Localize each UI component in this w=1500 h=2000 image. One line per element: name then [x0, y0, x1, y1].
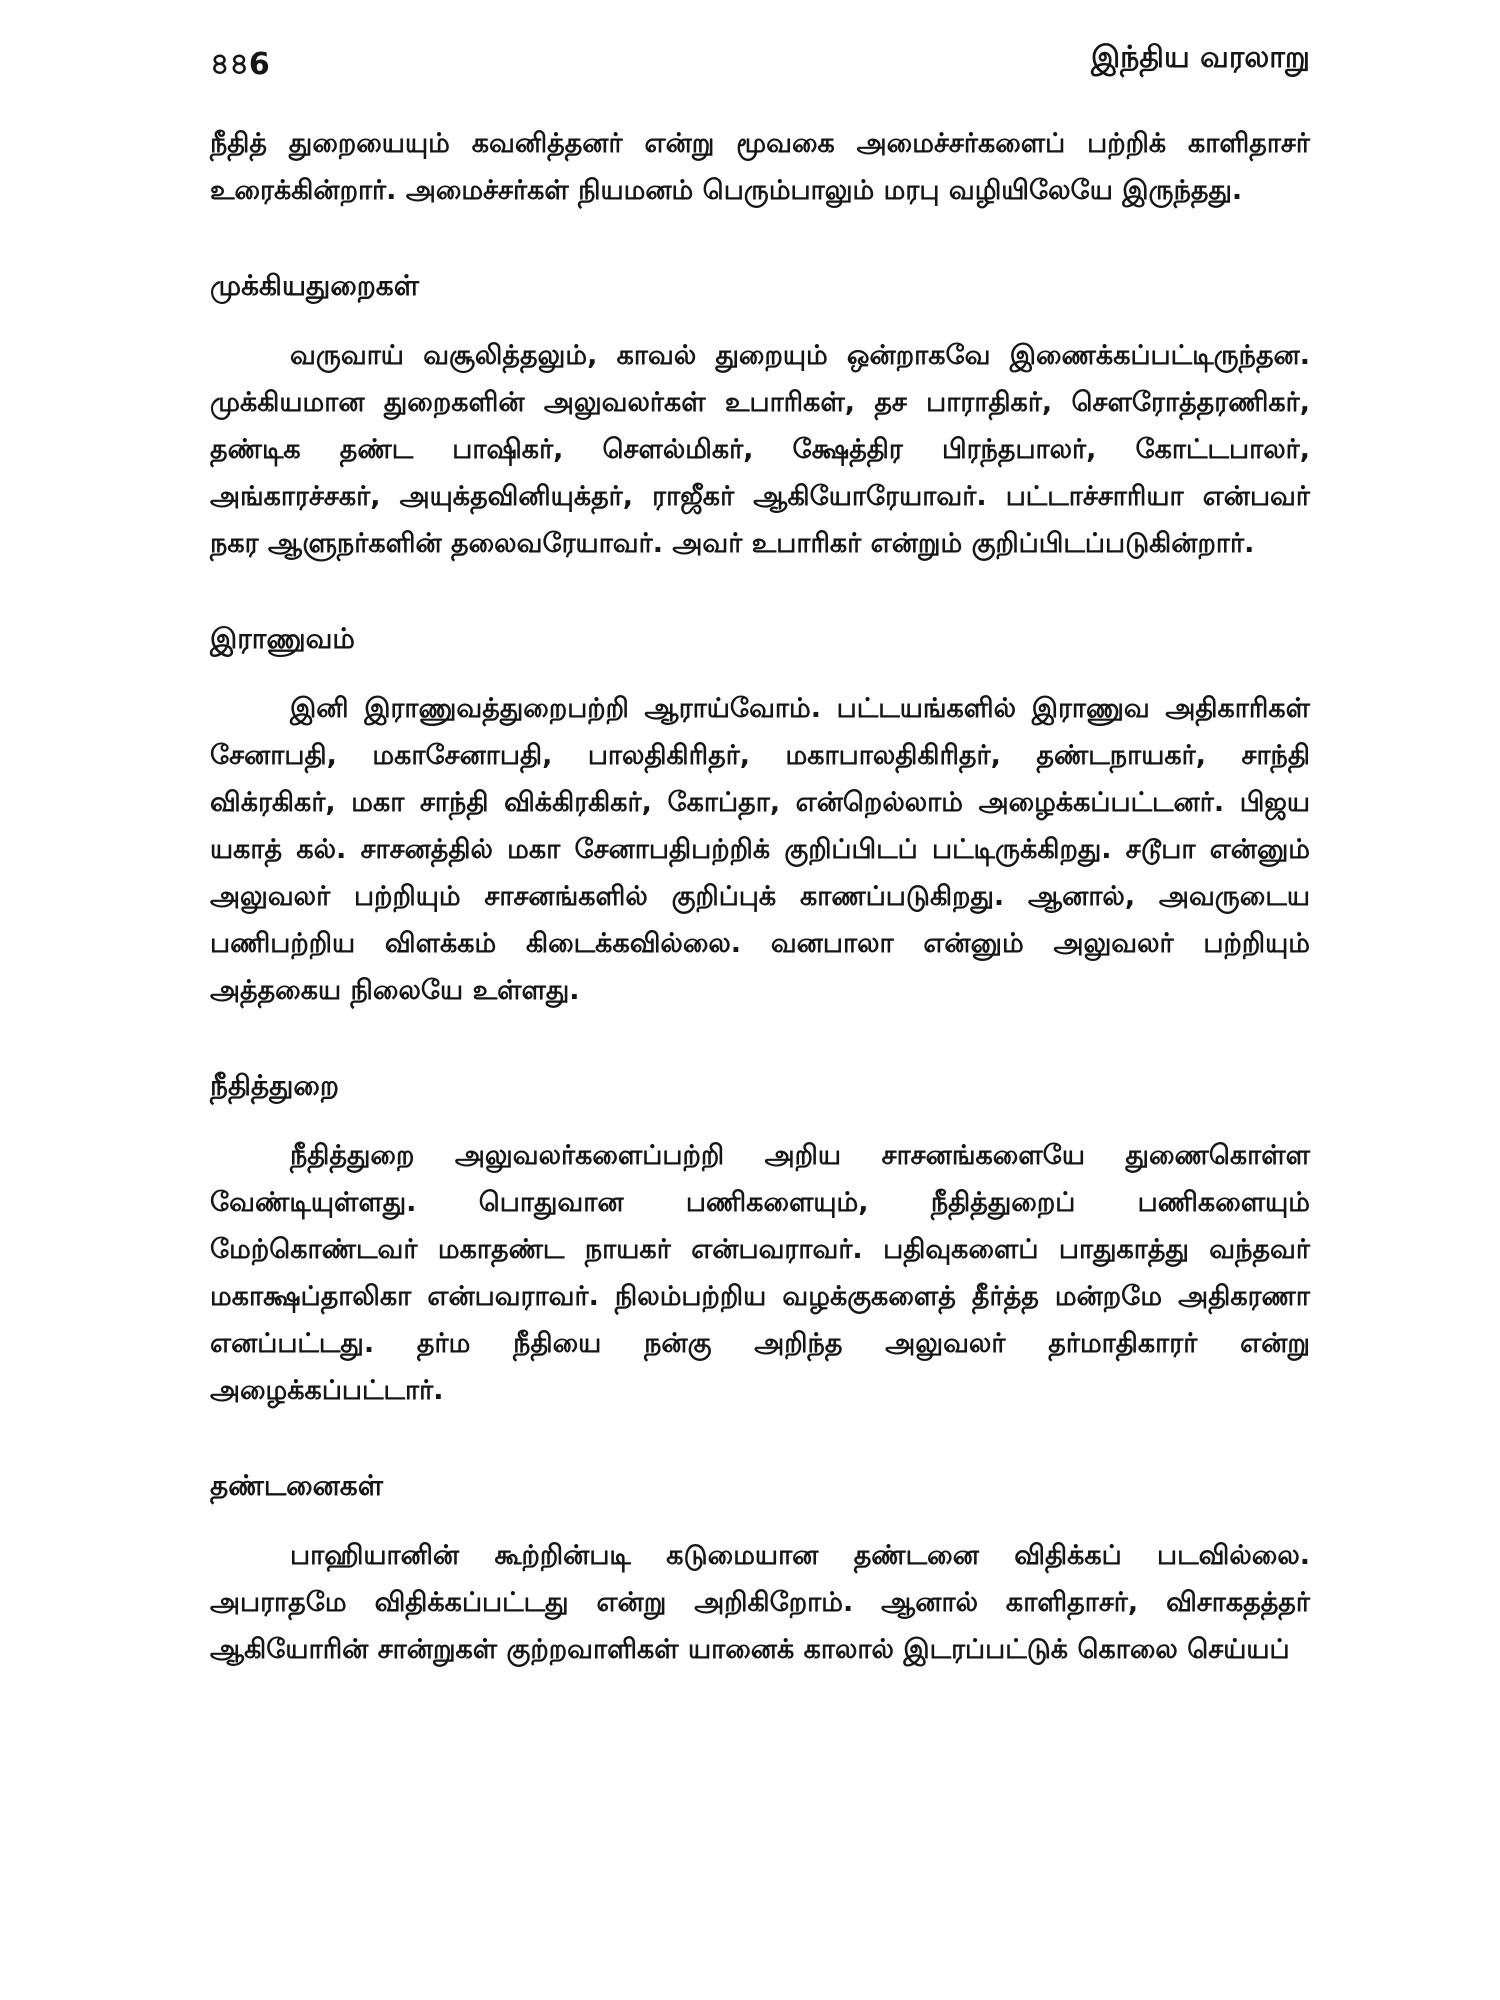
running-head	[210, 40, 1310, 90]
body-text	[210, 120, 1310, 1673]
section-heading-judiciary: நீதித்துறை	[210, 1069, 339, 1102]
section-heading-army: இராணுவம்	[210, 622, 355, 655]
opening-paragraph: நீதித் துறையையும் கவனித்தனர் என்று மூவகை அமைச்சர்களைப் பற்றிக் காளிதாசர் உரைக்கின்றார். அமைச்சர்கள் நியமனம் பெரும்பாலும் மரபு வழியிலேயே இருந்தது.	[210, 128, 1310, 206]
section-paragraph-departments: வருவாய் வசூலித்தலும், காவல் துறையும் ஒன்றாகவே இணைக்கப்பட்டிருந்தன. முக்கியமான துறைகளின் அலுவலர்கள் உபாரிகள், தச பாராதிகர், சௌரோத்தரணிகர், தண்டிக தண்ட பாஷிகர், சௌல்மிகர், க்ஷேத்திர பிரந்தபாலர், கோட்டபாலர், அங்காரச்சகர், அயுக்தவினியுக்தர், ராஜீகர் ஆகியோரேயாவர். பட்டாச்சாரியா என்பவர் நகர ஆளுநர்களின் தலைவரேயாவர். அவர் உபாரிகர் என்றும் குறிப்பிடப்படுகின்றார்.	[210, 340, 1310, 559]
section-paragraph-army: இனி இராணுவத்துறைபற்றி ஆராய்வோம். பட்டயங்களில் இராணுவ அதிகாரிகள் சேனாபதி, மகாசேனாபதி, பாலதிகிரிதர், மகாபாலதிகிரிதர், தண்டநாயகர், சாந்தி விக்ரகிகர், மகா சாந்தி விக்கிரகிகர், கோப்தா, என்றெல்லாம் அழைக்கப்பட்டனர். பிஜய யகாத் கல். சாசனத்தில் மகா சேனாபதிபற்றிக் குறிப்பிடப் பட்டிருக்கிறது. சடூபா என்னும் அலுவலர் பற்றியும் சாசனங்களில் குறிப்புக் காணப்படுகிறது. ஆனால், அவருடைய பணிபற்றிய விளக்கம் கிடைக்கவில்லை. வனபாலா என்னும் அலுவலர் பற்றியும் அத்தகைய நிலையே உள்ளது.	[210, 693, 1310, 1006]
section-paragraph-judiciary: நீதித்துறை அலுவலர்களைப்பற்றி அறிய சாசனங்களையே துணைகொள்ள வேண்டியுள்ளது. பொதுவான பணிகளையும், நீதித்துறைப் பணிகளையும் மேற்கொண்டவர் மகாதண்ட நாயகர் என்பவராவர். பதிவுகளைப் பாதுகாத்து வந்தவர் மகாக்ஷப்தாலிகா என்பவராவர். நிலம்பற்றிய வழக்குகளைத் தீர்த்த மன்றமே அதிகரணா எனப்பட்டது. தர்ம நீதியை நன்கு அறிந்த அலுவலர் தர்மாதிகாரர் என்று அழைக்கப்பட்டார்.	[210, 1140, 1310, 1406]
section-heading-punishments: தண்டனைகள்	[210, 1469, 383, 1502]
page-number: ৪৪6	[210, 47, 270, 82]
section-heading-departments: முக்கியதுறைகள்	[210, 269, 419, 302]
book-title: இந்திய வரலாறு	[1090, 40, 1310, 75]
section-paragraph-punishments: பாஹியானின் கூற்றின்படி கடுமையான தண்டனை விதிக்கப் படவில்லை. அபராதமே விதிக்கப்பட்டது என்று அறிகிறோம். ஆனால் காளிதாசர், விசாகதத்தர் ஆகியோரின் சான்றுகள் குற்றவாளிகள் யானைக் காலால் இடரப்பட்டுக் கொலை செய்யப்	[210, 1540, 1310, 1665]
